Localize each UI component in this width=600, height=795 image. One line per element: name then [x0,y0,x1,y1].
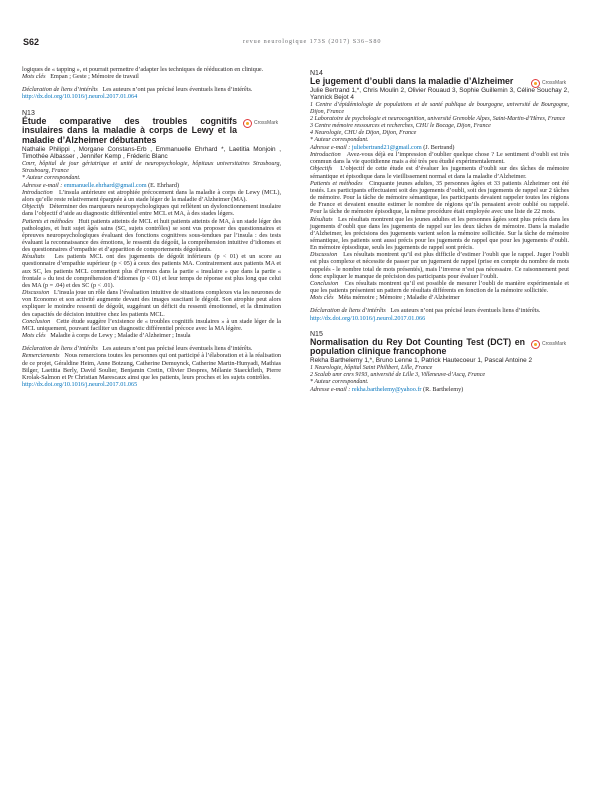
n13-id: N13 [22,109,35,117]
n14-title: Le jugement d’oubli dans la maladie d’Alzheimer [310,76,514,87]
n13-heading [22,110,281,146]
n13-keywords: Mots clés Maladie à corps de Lewy ; Maladie d’Alzheimer ; Insula [22,332,191,340]
n13-email-line: Adresse e-mail : emmanuelle.ehrhard@gmail.com (E. Ehrhard) [22,181,180,189]
n13-conclusion: Conclusion Cette étude suggère l’existence de « troubles cognitifs insulaires » à un stade léger de la MCL uniquement, pouvant faciliter un diagnostic différentiel précoce avec la MA légère. [22,317,281,332]
crossmark-icon [531,340,540,349]
n13-corresponding: * Auteur correspondant. [22,174,81,181]
n12-conflict: Déclaration de liens d’intérêts Les auteurs n’ont pas précisé leurs éventuels liens d’intérêts. [22,86,253,94]
n14-affiliation-3: 3 Centre mémoire ressources et recherches, CHU le Bocage, Dijon, France [310,122,491,129]
n13-thanks: Remerciements Nous remercions toutes les personnes qui ont participé à l’élaboration et à la réalisation de ce projet, Géraldine Heim, Anne Botzung, Catherine Demuynck, Catherine Martin-Hunyadi, Mathias Bilger, Laetitia Berly, David Soulier, Benjamin Cretin, Olivier Despres, Mélanie Staeckfleth, Pierre Krolak-Salmon et Pr Christian Marescaux ainsi que les patients, leurs proches et les sujets contrôles. [22,352,282,381]
crossmark-badge[interactable]: CrossMark [243,118,281,130]
n14-affiliation-1: 1 Centre d’épidémiologie de populations et de santé publique de bourgogne, université de Bourgogne, Dijon, France [310,101,569,115]
right-column [310,70,569,393]
n15-authors: Rekha Barthelemy 1,*, Bruno Lenne 1, Patrick Hautecoeur 1, Pascal Antoine 2 [310,357,533,365]
left-column [22,66,281,388]
n13-discussion: Discussion L’insula joue un rôle dans l’évaluation intuitive de situations complexes via les neurones de von Economo et son activité augmente devant des images suscitant le dégoût. Son atrophie peut alors expliquer le moindre ressenti de dégoût, suggérant un déficit du ressenti émotionnel, et la diminution des capacités de décision intuitive chez les patients MCL. [22,289,282,318]
n14-introduction: Introduction Avez-vous déjà eu l’impression d’oublier quelque chose ? Le sentiment d’oubli est très commun dans la vie quotidienne mais a été très peu étudié expérimentalement. [310,151,569,166]
n13-email-link[interactable]: emmanuelle.ehrhard@gmail.com [63,181,147,189]
n14-heading [310,70,569,87]
n15-title: Normalisation du Rey Dot Counting Test (DCT) en population clinique francophone [310,336,525,357]
n13-authors: Nathalie Philippi , Morgane Constans-Erb , Emmanuelle Ehrhard *, Laetitia Monjoin , Timothée Albasser , Jennifer Kemp , Fréderic Blanc [22,145,281,161]
n13-introduction: Introduction L’insula antérieure est atrophiée précocement dans la maladie à corps de Lewy (MCL), alors qu’elle reste relativement épargnée à un stade léger de la maladie d’Alzheimer (MA). [22,188,282,204]
n15-id: N15 [310,330,323,338]
n14-affiliation-4: 4 Neurologie, CHU de Dijon, Dijon, France [310,129,417,136]
crossmark-icon [243,119,252,128]
n14-methods: Patients et méthodes Cinquante jeunes adultes, 35 personnes âgées et 33 patients Alzheimer ont été testés. Les participants effectuaient soit des jugements d’oubli, soit des jugements de rappel sur 2 tâches de mémoire. Pour la tâche de mémoire sémantique, les participants devaient rappeler toutes les régions de France et devaient ensuite estimer le nombre de régions qu’ils pensaient avoir oublié ou rappelé. Pour la tâche de mémoire épisodique, la même procédure était employée avec une liste de 22 mots. [310,179,569,216]
n13-doi-link[interactable]: http://dx.doi.org/10.1016/j.neurol.2017.01.065 [22,380,138,388]
running-header [23,37,577,49]
n15-email-link[interactable]: rekha.barthelemy@yahoo.fr [351,385,422,393]
n12-doi-link[interactable]: http://dx.doi.org/10.1016/j.neurol.2017.01.064 [22,93,138,101]
n15-heading [310,331,569,357]
n14-affiliation-2: 2 Laboratoire de psychologie et neurocognition, université Grenoble Alpes, Saint-Martin-d’Hères, France [310,115,566,122]
n14-keywords: Mots clés Méta mémoire ; Mémoire ; Maladie d’Alzheimer [310,294,460,302]
n14-results: Résultats Les résultats montrent que les jeunes adultes et les personnes âgées sont plus précis dans les jugements d’oubli que dans les jugements de rappel sur les deux tâches de mémoire. Dans la maladie d’Alzheimer, les précisions des jugements varient selon la mémoire sollicitée. Sur la tâche de mémoire sémantique, les patients sont aussi précis pour les jugements de rappel que pour les jugements d’oubli. En mémoire épisodique, seuls les jugements de rappel sont précis. [310,215,569,252]
crossmark-badge[interactable]: CrossMark [531,78,569,90]
n14-conclusion: Conclusion Ces résultats montrent qu’il est possible de mesurer l’oubli de manière expérimentale et que les patients présentent un pattern de résultats différents en fonction de la mémoire sollicitée. [310,279,570,295]
n14-corresponding: * Auteur correspondant. [310,136,369,143]
n15-corresponding: * Auteur correspondant. [310,378,369,385]
n12-tail-text: logiques de « tapping », et pourrait permettre d’adapter les techniques de rééducation en clinique. [22,66,264,73]
n13-methods: Patients et méthodes Huit patients atteints de MCL et huit patients atteints de MA, à un stade léger des pathologies, et huit sujet âgés sains (SC, sujets contrôles) se sont vus proposer des questionnaires et épreuves neuropsychologiques évaluant des fonctions cognitives sous-tendues par l’insula : des tests évaluant la reconnaissance des émotions, le ressenti du dégoût, la compréhension intuitive d’idiomes et des questionnaires d’empathie et d’apparition de comportements dégoûtants. [22,217,281,254]
crossmark-icon [531,79,540,88]
n14-discussion: Discussion Les résultats montrent qu’il est plus difficile d’estimer l’oubli que le rappel. Juger l’oubli est plus complexe et nécessite de passer par un jugement de rappel (prise en compte du nombre de mots rappelés - le nombre total de mots présentés), mais l’inverse n’est pas nécessaire. Ce raisonnement peut donc expliquer le manque de précision des participants pour évaluer l’oubli. [310,251,569,280]
n14-email-link[interactable]: juliebertrand21@gmail.com [351,143,422,151]
n12-keywords: Mots clés Empan ; Geste ; Mémoire de travail [22,73,139,81]
n15-email-line: Adresse e-mail : rekha.barthelemy@yahoo.fr (R. Barthelemy) [310,385,464,393]
crossmark-badge[interactable]: CrossMark [531,339,569,351]
n13-affiliation: Cmrr, hôpital de jour gériatrique et unité de neuropsychologie, hôpitaux universitaires Strasbourg, Strasbourg, France [22,160,281,174]
journal-reference: revue neurologique 173S (2017) S36–S80 [243,38,382,45]
n14-authors: Julie Bertrand 1,*, Chris Moulin 2, Olivier Rouaud 3, Sophie Guillemin 3, Céline Souchay 2, Yannick Bejot 4 [310,86,569,102]
n14-conflict: Déclaration de liens d’intérêts Les auteurs n’ont pas précisé leurs éventuels liens d’intérêts. [310,307,541,315]
n15-affiliation-2: 2 Scalab umr cnrs 9193, université de Lille 3, Villeneuve-d’Ascq, France [310,371,486,378]
n14-doi-link[interactable]: http://dx.doi.org/10.1016/j.neurol.2017.01.066 [310,314,426,322]
n14-id: N14 [310,70,323,77]
n15-affiliation-1: 1 Neurologie, hôpital Saint Philibert, Lille, France [310,364,433,371]
n13-results: Résultats Les patients MCL ont des jugements de dégoût inférieurs (p < 01) et un score au questionnaire d’empathie supérieur (p < 05) à ceux des patients MA. Contrairement aux patients MA et aux SC, les patients MCL commettent plus d’erreurs dans la partie « insulaire » que dans la partie « frontale » du test de compréhension d’idiomes (p < 01) et leur temps de réponse est plus long que celui des MA (p = .04) et des SC (p < .01). [22,253,281,289]
page-number: S62 [23,37,40,47]
n14-email-line: Adresse e-mail : juliebertrand21@gmail.com (J. Bertrand) [310,143,455,151]
n13-conflict: Déclaration de liens d’intérêts Les auteurs n’ont pas précisé leurs éventuels liens d’intérêts. [22,345,253,353]
n13-objectives: Objectifs Déterminer des marqueurs neuropsychologiques qui reflètent un dysfonctionnement insulaire dans l’objectif d’aide au diagnostic différentiel entre MCL et MA, à des stades légers. [22,203,281,218]
n14-objectives: Objectifs L’objectif de cette étude est d’évaluer les jugements d’oubli sur des tâches de mémoire sémantique et épisodique dans le vieillissement normal et dans la maladie d’Alzheimer. [310,165,569,180]
n13-title: Étude comparative des troubles cognitifs insulaires dans la maladie à corps de Lewy et la maladie d’Alzheimer débutantes [22,115,237,145]
